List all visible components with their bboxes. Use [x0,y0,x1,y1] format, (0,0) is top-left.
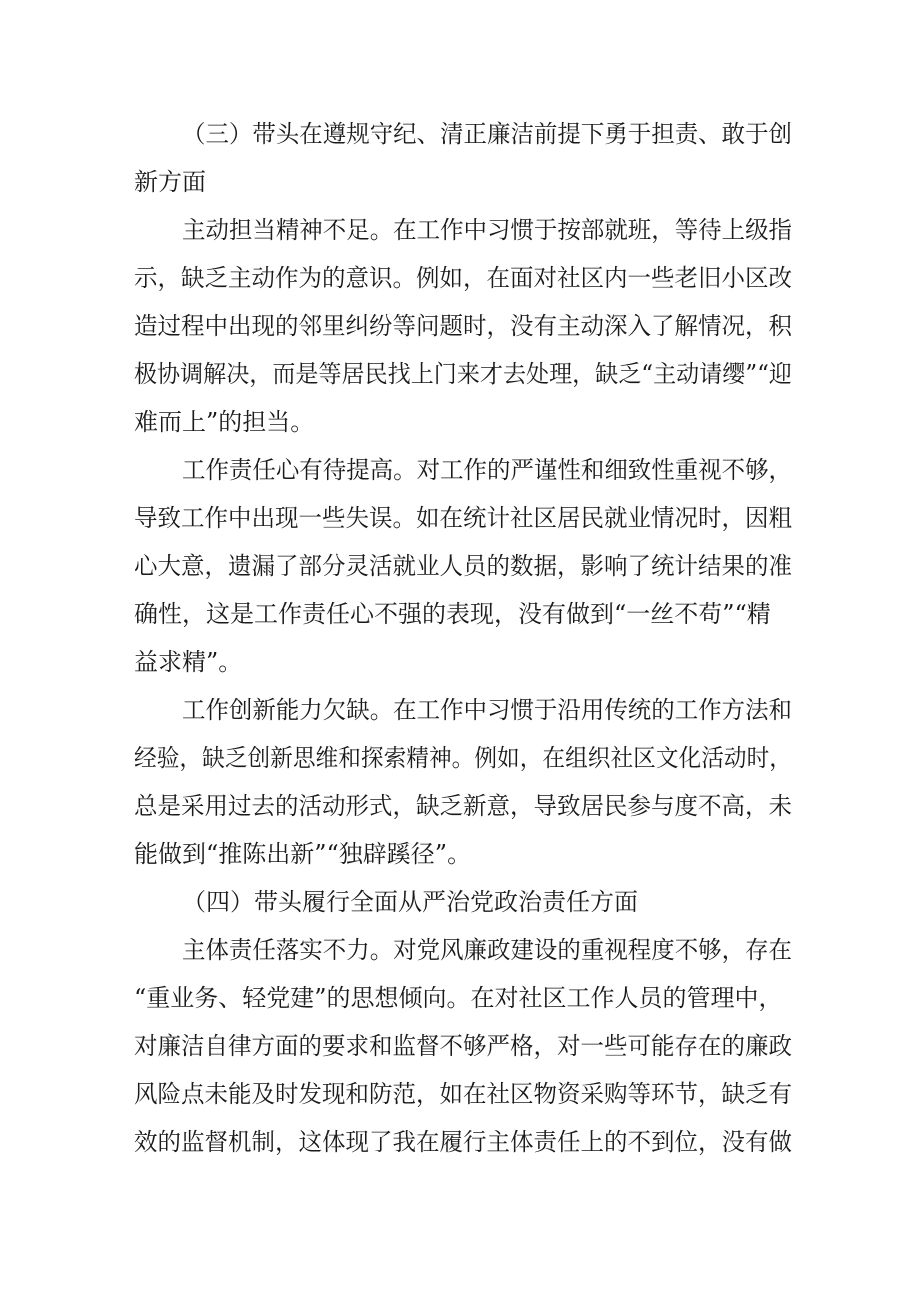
paragraph-line [0,930,920,970]
paragraph-line [0,1074,920,1114]
text-line: 造过程中出现的邻里纠纷等问题时，没有主动深入了解情况，积 [134,312,793,340]
paragraph-line [0,738,920,778]
text-line: 导致工作中出现一些失误。如在统计社区居民就业情况时，因粗 [134,504,793,532]
paragraph-line [0,354,920,394]
paragraph-line [0,786,920,826]
text-line: 益求精”。 [134,648,243,676]
text-line: 难而上”的担当。 [134,408,315,436]
text-line: 主体责任落实不力。对党风廉政建设的重视程度不够，存在 [182,936,793,964]
text-line: 极协调解决，而是等居民找上门来才去处理，缺乏“主动请缨”“迎 [134,360,792,388]
text-line: 工作创新能力欠缺。在工作中习惯于沿用传统的工作方法和 [182,696,793,724]
text-line: 对廉洁自律方面的要求和监督不够严格，对一些可能存在的廉政 [134,1032,793,1060]
paragraph-line [0,1026,920,1066]
paragraph-line [0,450,920,490]
text-line: 风险点未能及时发现和防范，如在社区物资采购等环节，缺乏有 [134,1080,793,1108]
paragraph-line [0,690,920,730]
text-line: （四）带头履行全面从严治党政治责任方面 [182,888,638,916]
text-line: 确性，这是工作责任心不强的表现，没有做到“一丝不苟”“精 [134,600,771,628]
text-line: 经验，缺乏创新思维和探索精神。例如，在组织社区文化活动时， [134,744,792,772]
paragraph-line [0,1122,920,1162]
section-heading-3 [0,114,920,154]
text-line: 工作责任心有待提高。对工作的严谨性和细致性重视不够， [182,456,793,484]
paragraph-line [0,402,920,442]
paragraph-line [0,978,920,1018]
text-line: 示，缺乏主动作为的意识。例如，在面对社区内一些老旧小区改 [134,264,793,292]
paragraph-line [0,642,920,682]
text-line: 主动担当精神不足。在工作中习惯于按部就班，等待上级指 [182,216,793,244]
text-line: 心大意，遗漏了部分灵活就业人员的数据，影响了统计结果的准 [134,552,793,580]
section-heading-3-cont [0,162,920,202]
paragraph-line [0,546,920,586]
text-line: 效的监督机制，这体现了我在履行主体责任上的不到位，没有做 [134,1128,793,1156]
paragraph-line [0,306,920,346]
paragraph-line [0,210,920,250]
paragraph-line [0,834,920,874]
paragraph-line [0,498,920,538]
text-line: （三）带头在遵规守纪、清正廉洁前提下勇于担责、敢于创 [182,120,793,148]
text-line: “重业务、轻党建”的思想倾向。在对社区工作人员的管理中， [134,984,783,1012]
section-heading-4 [0,882,920,922]
paragraph-line [0,594,920,634]
text-line: 新方面 [134,168,206,196]
paragraph-line [0,258,920,298]
text-line: 总是采用过去的活动形式，缺乏新意，导致居民参与度不高，未 [134,792,793,820]
text-line: 能做到“推陈出新”“独辟蹊径”。 [134,840,472,868]
